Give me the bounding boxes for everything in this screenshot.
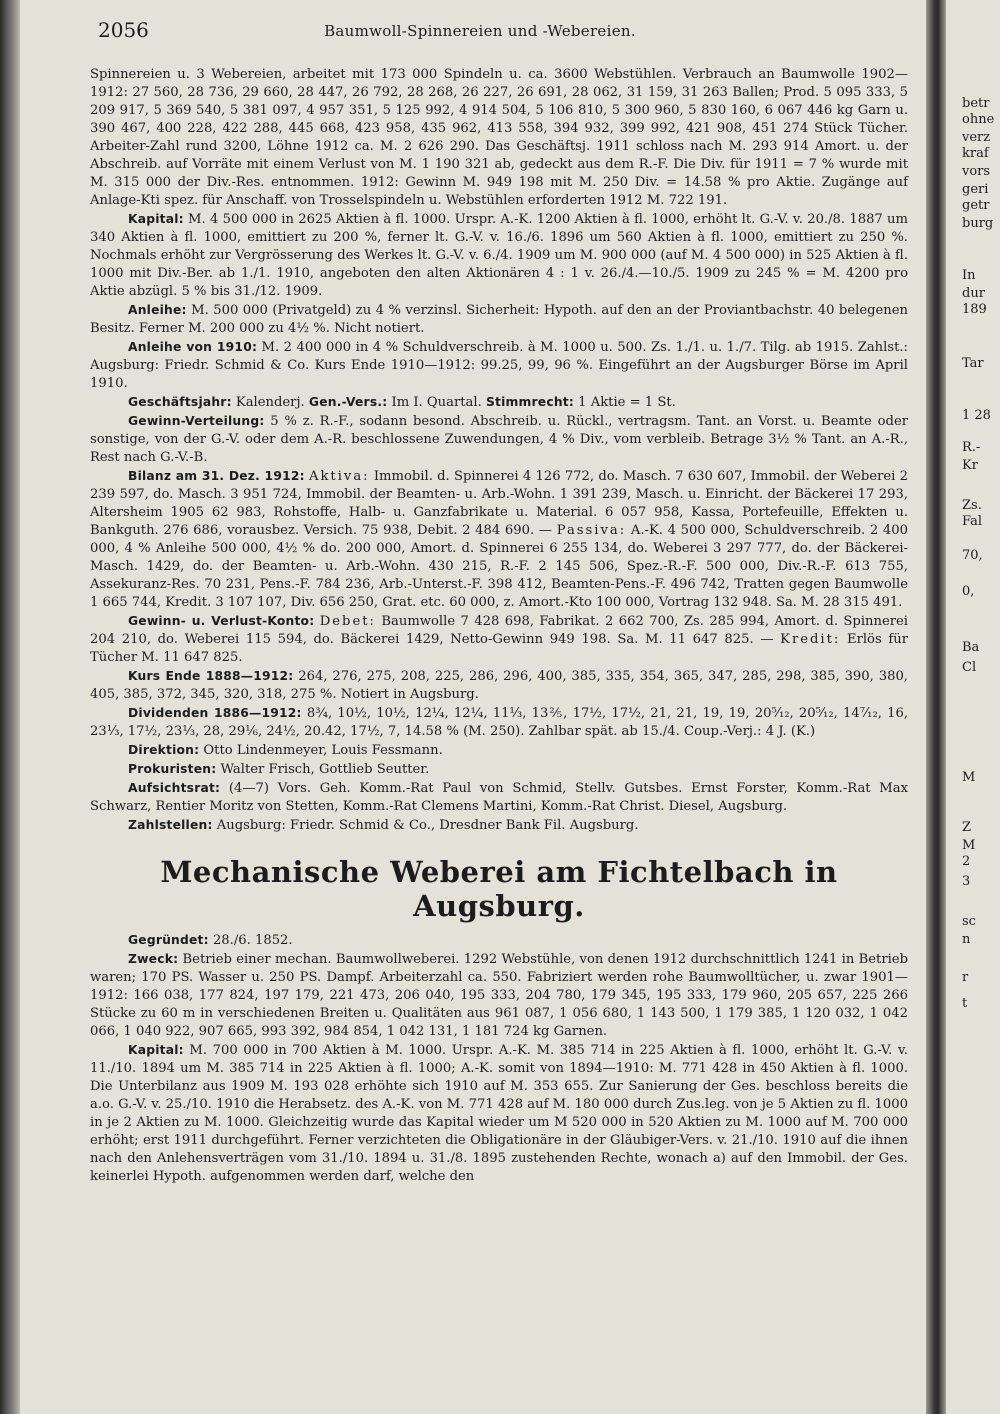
section-label: Prokuristen: — [128, 762, 217, 776]
aktiva-text: Immobil. d. Spinnerei 4 126 772, do. Masch. 7 630 607, Immobil. der Weberei 2 239 597, do. Masch. 3 951 724, Immobil. der Beamten- u. Arb.-Wohn. 1 391 239, Masch. u. Einricht. der Bäckerei 17 293, Altersheim 1905 62 983, Rohstoffe, Halb- u. Ganzfabrikate u. Material. 6 057 958, Kassa, Portefeuille, Effekten u. Bankguth. 276 686, vorausbez. Versich. 75 938, Debit. 2 484 690. — — [90, 469, 908, 538]
margin-fragment: 3 — [962, 874, 971, 889]
company-title: Mechanische Weberei am Fichtelbach in Augsburg. — [160, 855, 838, 923]
section-label: Kapital: — [128, 212, 184, 226]
entry-section — [90, 931, 908, 950]
margin-fragment: Ba — [962, 640, 980, 655]
entry-section — [90, 210, 908, 301]
bilanz-label: Bilanz am 31. Dez. 1912: — [128, 469, 305, 483]
aktiva-label: Aktiva: — [308, 469, 370, 484]
page-gutter — [926, 0, 946, 1414]
margin-fragment: Z — [962, 820, 972, 835]
page-header — [40, 14, 920, 44]
kredit-label: Kredit: — [780, 632, 841, 647]
margin-fragment: Cl — [962, 660, 977, 675]
section-label: Direktion: — [128, 743, 200, 757]
margin-fragment: 1 28 — [962, 408, 991, 423]
margin-fragment: 2 — [962, 854, 971, 869]
section-text: M. 4 500 000 in 2625 Aktien à fl. 1000. Urspr. A.-K. 1200 Aktien à fl. 1000, erhöht lt. G.-V. v. 20./8. 1887 um 340 Aktien à fl. 1000, emittiert zu 200 %, ferner lt. G.-V. v. 16./6. 1896 um 560 Aktien à fl. 1000, emittiert zu 250 %. Nochmals erhöht zur Vergrösserung des Werkes lt. G.-V. v. 6./4. 1909 um M. 900 000 (auf M. 4 500 000) in 525 Aktien à fl. 1000 mit Div.-Ber. ab 1./1. 1910, angeboten den alten Aktionären 4 : 1 v. 26./4.—10./5. 1909 zu 245 % = M. 4200 pro Aktie abzügl. 5 % bis 31./12. 1909. — [90, 212, 908, 299]
kredit-text: Erlös für Tücher M. 11 647 825. — [90, 632, 908, 665]
margin-fragment: n — [962, 932, 971, 947]
margin-fragment: M — [962, 838, 976, 853]
section-text: 1 Aktie = 1 St. — [578, 395, 676, 410]
entry-section — [90, 667, 908, 704]
company1-sections — [90, 210, 908, 467]
margin-fragment: 70, — [962, 548, 983, 563]
adjacent-page-fragment — [950, 62, 1000, 1362]
entry-section — [90, 950, 908, 1041]
section-text: M. 700 000 in 700 Aktien à M. 1000. Urspr. A.-K. M. 385 714 in 225 Aktien à fl. 1000, erhöht lt. G.-V. v. 11./10. 1894 um M. 385 714 in 225 Aktien à fl. 1000; A.-K. somit von 1894—1910: M. 771 428 in 450 Aktien à fl. 1000. Die Unterbilanz aus 1909 M. 193 028 erhöhte sich 1910 auf M. 353 655. Zur Sanierung der Ges. beschloss bereits die a.o. G.-V. v. 25./10. 1910 die Herabsetz. des A.-K. von M. 771 428 auf M. 180 000 durch Zus.leg. von je 5 Aktien zu fl. 1000 in je 2 Aktien zu M. 1000. Gleichzeitig wurde das Kapital wieder um M 520 000 in 520 Aktien zu M. 1000 auf M. 700 000 erhöht; erst 1911 durchgeführt. Ferner verzichteten die Obligationäre in der Gläubiger-Vers. v. 21./10. 1910 auf die ihnen nach den Anlehensverträgen vom 31./10. 1894 u. 31./8. 1895 zustehenden Rechte, wonach a) auf den Immobil. der Ges. keinerlei Hypoth. aufgenommen werden darf, welche den — [90, 1043, 908, 1184]
entry-section — [90, 741, 908, 760]
margin-fragment: verz — [962, 130, 991, 145]
entry-section — [90, 412, 908, 467]
entry-section — [90, 393, 908, 412]
section-label: Gewinn-Verteilung: — [128, 414, 265, 428]
section-text: Walter Frisch, Gottlieb Seutter. — [220, 762, 430, 777]
margin-fragment: vors — [962, 164, 991, 179]
section-text: Im I. Quartal. — [391, 395, 482, 410]
section-text: 8¾, 10½, 10½, 12¼, 12¼, 11⅓, 13⅖, 17½, 17½, 21, 21, 19, 19, 20⁵⁄₁₂, 20⁵⁄₁₂, 14⁷⁄₁₂, 16, 23⅓, 17½, 23⅓, 28, 29⅙, 24½, 20.42, 17½, 7, 14.58 % (M. 250). Zahlbar spät. ab 15./4. Coup.-Verj.: 4 J. (K.) — [90, 706, 909, 739]
section-text: 28./6. 1852. — [212, 933, 293, 948]
section-label: Anleihe von 1910: — [128, 340, 258, 354]
page-number: 2056 — [98, 18, 149, 42]
margin-fragment: In — [962, 268, 976, 283]
section-label: Zweck: — [128, 952, 179, 966]
margin-fragment: 0, — [962, 584, 975, 599]
entry-section — [90, 760, 908, 779]
margin-fragment: betr — [962, 96, 990, 111]
margin-fragment: geri — [962, 182, 989, 197]
running-head: Baumwoll-Spinnereien und -Webereien. — [324, 22, 636, 40]
margin-fragment: Zs. — [962, 498, 982, 513]
section-label: Kapital: — [128, 1043, 184, 1057]
margin-fragment: sc — [962, 914, 976, 929]
margin-fragment: 189 — [962, 302, 987, 317]
margin-fragment: Kr — [962, 458, 978, 473]
section-label: Anleihe: — [128, 303, 187, 317]
section-label: Geschäftsjahr: — [128, 395, 232, 409]
margin-fragment: M — [962, 770, 976, 785]
section-label: Kurs Ende 1888—1912: — [128, 669, 294, 683]
guv-paragraph — [90, 612, 908, 667]
margin-fragment: getr — [962, 198, 990, 213]
entry-section — [90, 816, 908, 835]
company1-sections-2 — [90, 667, 908, 835]
main-column — [90, 66, 908, 1186]
intro-paragraph: Spinnereien u. 3 Webereien, arbeitet mit 173 000 Spindeln u. ca. 3600 Webstühlen. Verbrauch an Baumwolle 1902—1912: 27 560, 28 736, 29 660, 28 447, 26 792, 28 268, 26 227, 26 691, 28 062, 31 159, 31 263 Ballen; Prod. 5 095 333, 5 209 917, 5 369 540, 5 381 097, 4 957 351, 5 125 992, 4 914 504, 5 106 810, 5 300 960, 5 830 160, 6 067 446 kg Garn u. 390 467, 400 228, 422 288, 445 668, 423 958, 435 962, 413 558, 394 932, 399 992, 421 908, 451 274 Stück Tücher. Arbeiter-Zahl rund 3200, Löhne 1912 ca. M. 2 626 290. Das Geschäftsj. 1911 schloss nach M. 293 914 Amort. u. der Abschreib. auf Vorräte mit einem Verlust von M. 1 190 321 ab, gedeckt aus dem R.-F. Die Div. für 1911 = 7 % wurde mit M. 315 000 der Div.-Res. entnommen. 1912: Gewinn M. 949 198 mit M. 250 Div. = 14.58 % pro Aktie. Zugänge auf Anlage-Kti spez. für Anschaff. von Trosselspindeln u. Webstühlen erforderten 1912 M. 722 191. — [90, 67, 908, 208]
section-text: (4—7) Vors. Geh. Komm.-Rat Paul von Schmid, Stellv. Gutsbes. Ernst Forster, Komm.-Rat Max Schwarz, Rentier Moritz von Stetten, Komm.-Rat Clemens Martini, Komm.-Rat Christ. Diesel, Augsburg. — [90, 781, 908, 814]
passiva-label: Passiva: — [556, 523, 627, 538]
section-label: Gen.-Vers.: — [308, 395, 388, 409]
guv-label: Gewinn- u. Verlust-Konto: — [128, 614, 315, 628]
section-text: M. 500 000 (Privatgeld) zu 4 % verzinsl. Sicherheit: Hypoth. auf den an der Proviantbachstr. 40 belegenen Besitz. Ferner M. 200 000 zu 4½ %. Nicht notiert. — [90, 303, 908, 336]
margin-fragment: ohne — [962, 112, 995, 127]
margin-fragment: Tar — [962, 356, 984, 371]
entry-section — [90, 301, 908, 338]
section-text: M. 2 400 000 in 4 % Schuldverschreib. à M. 1000 u. 500. Zs. 1./1. u. 1./7. Tilg. ab 1915. Zahlst.: Augsburg: Friedr. Schmid & Co. Kurs Ende 1910—1912: 99.25, 99, 96 %. Eingeführt an der Augsburger Börse im April 1910. — [90, 340, 908, 391]
section-text: 264, 276, 275, 208, 225, 286, 296, 400, 385, 335, 354, 365, 347, 285, 298, 385, 390, 380, 405, 385, 372, 345, 320, 318, 275 %. Notiert in Augsburg. — [90, 669, 908, 702]
section-text: 5 % z. R.-F., sodann besond. Abschreib. u. Rückl., vertragsm. Tant. an Vorst. u. Beamte oder sonstige, von der G.-V. oder dem A.-R. beschlossene Zuwendungen, 4 % Div., vom verbleib. Betrage 3½ % Tant. an A.-R., Rest nach G.-V.-B. — [90, 414, 909, 465]
entry-section — [90, 338, 908, 393]
bilanz-paragraph — [90, 467, 908, 612]
section-label: Dividenden 1886—1912: — [128, 706, 302, 720]
margin-fragment: dur — [962, 286, 985, 301]
margin-fragment: r — [962, 970, 969, 985]
section-text: Otto Lindenmeyer, Louis Fessmann. — [203, 743, 443, 758]
margin-fragment: kraf — [962, 146, 989, 161]
section-label: Stimmrecht: — [485, 395, 574, 409]
section-text: Betrieb einer mechan. Baumwollweberei. 1292 Webstühle, von denen 1912 durchschnittlich 1241 in Betrieb waren; 170 PS. Wasser u. 250 PS. Dampf. Arbeiterzahl ca. 550. Fabriziert werden rohe Baumwolltücher, u. zwar 1901—1912: 166 038, 177 824, 197 179, 221 473, 206 040, 195 333, 204 780, 179 345, 195 333, 179 960, 205 657, 225 266 Stücke zu 60 m in verschiedenen Breiten u. Qualitäten aus 961 087, 1 056 680, 1 143 500, 1 179 385, 1 120 032, 1 042 066, 1 040 922, 907 665, 993 392, 984 854, 1 042 131, 1 181 724 kg Garnen. — [90, 952, 908, 1039]
company2-sections — [90, 931, 908, 1186]
entry-section — [90, 704, 908, 741]
margin-fragment: R.- — [962, 440, 981, 455]
passiva-text: A.-K. 4 500 000, Schuldverschreib. 2 400 000, 4 % Anleihe 500 000, 4½ % do. 200 000, Amort. d. Spinnerei 6 255 134, do. Weberei 3 297 777, do. der Bäckerei-Masch. 1429, do. der Beamten- u. Arb.-Wohn. 430 215, R.-F. 2 145 506, Spez.-R.-F. 500 000, Div.-R.-F. 613 755, Assekuranz-Res. 70 231, Pens.-F. 784 236, Arb.-Unterst.-F. 398 412, Beamten-Pens.-F. 496 742, Tratten gegen Baumwolle 1 665 744, Kredit. 3 107 107, Div. 656 250, Grat. etc. 60 000, z. Amort.-Kto 100 000, Vortrag 132 948. Sa. M. 28 315 491. — [90, 523, 908, 610]
page-binding-edge — [0, 0, 20, 1414]
margin-fragment: Fal — [962, 514, 983, 529]
margin-fragment: burg — [962, 216, 994, 231]
section-text: Augsburg: Friedr. Schmid & Co., Dresdner Bank Fil. Augsburg. — [216, 818, 639, 833]
entry-section — [90, 1041, 908, 1186]
debet-label: Debet: — [319, 614, 376, 629]
section-text: Kalenderj. — [235, 395, 305, 410]
entry-section — [90, 779, 908, 816]
margin-fragment: t — [962, 996, 968, 1011]
debet-text: Baumwolle 7 428 698, Fabrikat. 2 662 700, Zs. 285 994, Amort. d. Spinnerei 204 210, do. Weberei 115 594, do. Bäckerei 1429, Netto-Gewinn 949 198. Sa. M. 11 647 825. — — [90, 614, 908, 647]
section-label: Zahlstellen: — [128, 818, 213, 832]
section-label: Aufsichtsrat: — [128, 781, 221, 795]
section-label: Gegründet: — [128, 933, 209, 947]
